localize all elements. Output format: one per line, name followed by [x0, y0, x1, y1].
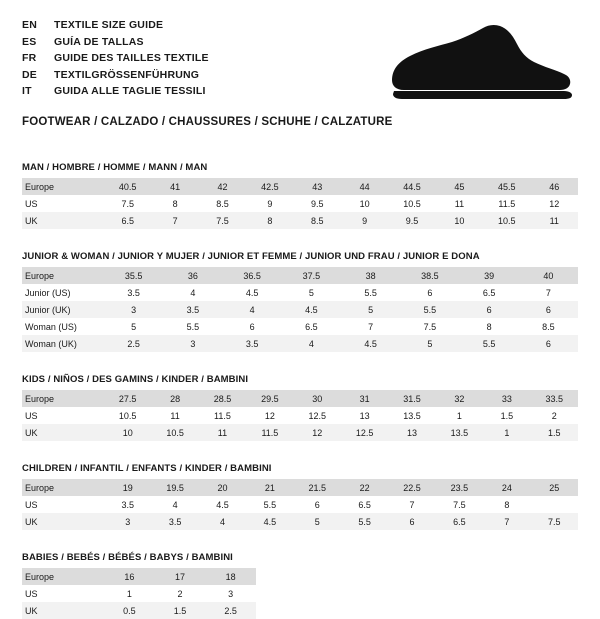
size-cell: 6: [519, 301, 578, 318]
row-label: Woman (US): [22, 318, 104, 335]
section-title: KIDS / NIÑOS / DES GAMINS / KINDER / BAMBINI: [22, 374, 249, 385]
size-cell: 44: [341, 178, 388, 195]
language-label: TEXTILGRÖSSENFÜHRUNG: [54, 68, 200, 81]
size-cell: 6: [388, 513, 435, 530]
size-cell: 12: [531, 195, 578, 212]
size-cell: 12.5: [294, 407, 341, 424]
size-cell: 8.5: [519, 318, 578, 335]
size-cell: 18: [205, 568, 256, 585]
size-cell: 9: [246, 195, 293, 212]
page-header: [22, 18, 578, 102]
table-row: [22, 479, 578, 496]
size-cell: 6: [400, 284, 459, 301]
size-cell: 7.5: [400, 318, 459, 335]
table-row: [22, 318, 578, 335]
size-cell: 10: [104, 424, 151, 441]
language-label: GUIDE DES TAILLES TEXTILE: [54, 52, 209, 64]
size-cell: 36: [163, 267, 222, 284]
size-cell: 7: [388, 496, 435, 513]
size-table: [22, 479, 578, 530]
size-cell: 1.5: [531, 424, 578, 441]
size-section: [22, 552, 578, 619]
size-cell: 6: [519, 335, 578, 352]
size-cell: 3: [163, 335, 222, 352]
row-label: Europe: [22, 267, 104, 284]
row-label: Junior (US): [22, 284, 104, 301]
table-row: [22, 424, 578, 441]
size-cell: 19.5: [151, 479, 198, 496]
size-cell: 4: [151, 496, 198, 513]
size-cell: 11: [531, 212, 578, 229]
size-cell: 6.5: [341, 496, 388, 513]
size-cell: 3.5: [163, 301, 222, 318]
size-cell: 4: [282, 335, 341, 352]
size-cell: 10.5: [104, 407, 151, 424]
size-cell: 8: [151, 195, 198, 212]
size-cell: 7.5: [436, 496, 483, 513]
size-cell: 2.5: [205, 602, 256, 619]
table-row: [22, 284, 578, 301]
size-cell: 36.5: [223, 267, 282, 284]
row-label: Europe: [22, 568, 104, 585]
size-cell: 13.5: [436, 424, 483, 441]
size-cell: 8: [460, 318, 519, 335]
size-cell: 4.5: [341, 335, 400, 352]
size-cell: 11: [151, 407, 198, 424]
size-cell: 6.5: [436, 513, 483, 530]
row-label: Junior (UK): [22, 301, 104, 318]
size-cell: 8.5: [199, 195, 246, 212]
size-cell: 3.5: [151, 513, 198, 530]
size-cell: 1: [483, 424, 530, 441]
size-cell: 3: [104, 301, 163, 318]
size-cell: 2: [155, 585, 206, 602]
size-cell: 16: [104, 568, 155, 585]
size-cell: 38.5: [400, 267, 459, 284]
size-section: [22, 463, 578, 530]
row-label: US: [22, 496, 104, 513]
size-cell: 9.5: [388, 212, 435, 229]
size-table: [22, 267, 578, 352]
size-cell: 8: [483, 496, 530, 513]
size-cell: 17: [155, 568, 206, 585]
dress-shoe-icon: [384, 22, 574, 102]
size-cell: 10: [436, 212, 483, 229]
size-cell: 11: [436, 195, 483, 212]
size-cell: 6.5: [460, 284, 519, 301]
size-cell: 13: [388, 424, 435, 441]
size-cell: 5: [294, 513, 341, 530]
size-cell: 8.5: [294, 212, 341, 229]
size-cell: 4.5: [282, 301, 341, 318]
size-cell: 1.5: [155, 602, 206, 619]
row-label: UK: [22, 424, 104, 441]
size-cell: 45: [436, 178, 483, 195]
size-cell: 6: [460, 301, 519, 318]
size-cell: 44.5: [388, 178, 435, 195]
size-cell: 19: [104, 479, 151, 496]
table-row: [22, 568, 256, 585]
size-cell: 28: [151, 390, 198, 407]
table-row: [22, 602, 256, 619]
size-cell: 4.5: [223, 284, 282, 301]
size-cell: 35.5: [104, 267, 163, 284]
size-table: [22, 568, 256, 619]
size-cell: 7.5: [531, 513, 578, 530]
table-row: [22, 335, 578, 352]
size-cell: 22.5: [388, 479, 435, 496]
language-code: FR: [22, 52, 37, 64]
size-cell: 7: [519, 284, 578, 301]
size-cell: 21: [246, 479, 293, 496]
size-cell: 3: [104, 513, 151, 530]
table-row: [22, 496, 578, 513]
size-cell: 4.5: [246, 513, 293, 530]
size-cell: 21.5: [294, 479, 341, 496]
row-label: Europe: [22, 479, 104, 496]
size-cell: 6: [294, 496, 341, 513]
size-cell: 7: [341, 318, 400, 335]
size-cell: 37.5: [282, 267, 341, 284]
language-code: IT: [22, 85, 32, 97]
size-cell: 43: [294, 178, 341, 195]
row-label: US: [22, 195, 104, 212]
size-cell: 5.5: [246, 496, 293, 513]
size-cell: 27.5: [104, 390, 151, 407]
size-cell: 5.5: [163, 318, 222, 335]
size-cell: 1: [436, 407, 483, 424]
table-row: [22, 513, 578, 530]
size-cell: 2: [531, 407, 578, 424]
size-cell: 3.5: [223, 335, 282, 352]
size-cell: [531, 496, 578, 513]
size-cell: 5.5: [460, 335, 519, 352]
language-list: [22, 18, 209, 100]
size-cell: 30: [294, 390, 341, 407]
size-cell: 5: [400, 335, 459, 352]
size-cell: 4: [199, 513, 246, 530]
section-title: JUNIOR & WOMAN / JUNIOR Y MUJER / JUNIOR ET FEMME / JUNIOR UND FRAU / JUNIOR E DONA: [22, 251, 480, 262]
size-cell: 39: [460, 267, 519, 284]
size-cell: 7: [151, 212, 198, 229]
table-row: [22, 212, 578, 229]
size-cell: 5: [341, 301, 400, 318]
size-cell: 42.5: [246, 178, 293, 195]
row-label: Europe: [22, 390, 104, 407]
section-title: CHILDREN / INFANTIL / ENFANTS / KINDER / BAMBINI: [22, 463, 272, 474]
size-cell: 46: [531, 178, 578, 195]
size-cell: 1.5: [483, 407, 530, 424]
size-cell: 29.5: [246, 390, 293, 407]
size-cell: 32: [436, 390, 483, 407]
table-row: [22, 267, 578, 284]
language-label: GUÍA DE TALLAS: [54, 35, 144, 48]
section-title: BABIES / BEBÉS / BÉBÉS / BABYS / BAMBINI: [22, 552, 233, 563]
page-title: FOOTWEAR / CALZADO / CHAUSSURES / SCHUHE / CALZATURE: [22, 116, 393, 128]
size-cell: 5: [104, 318, 163, 335]
size-section: [22, 374, 578, 441]
size-cell: 23.5: [436, 479, 483, 496]
table-row: [22, 390, 578, 407]
row-label: US: [22, 585, 104, 602]
size-cell: 10.5: [151, 424, 198, 441]
size-cell: 12: [294, 424, 341, 441]
size-cell: 12: [246, 407, 293, 424]
size-cell: 4: [223, 301, 282, 318]
language-code: ES: [22, 35, 37, 48]
size-cell: 3.5: [104, 496, 151, 513]
size-cell: 1: [104, 585, 155, 602]
size-cell: 0.5: [104, 602, 155, 619]
size-cell: 6: [223, 318, 282, 335]
size-cell: 24: [483, 479, 530, 496]
row-label: US: [22, 407, 104, 424]
size-cell: 12.5: [341, 424, 388, 441]
table-row: [22, 585, 256, 602]
size-cell: 7: [483, 513, 530, 530]
size-section: [22, 251, 578, 352]
size-cell: 4: [163, 284, 222, 301]
table-row: [22, 195, 578, 212]
size-cell: 5.5: [400, 301, 459, 318]
size-cell: 10: [341, 195, 388, 212]
size-cell: 7.5: [104, 195, 151, 212]
size-cell: 13.5: [388, 407, 435, 424]
row-label: UK: [22, 602, 104, 619]
section-title: MAN / HOMBRE / HOMME / MANN / MAN: [22, 162, 208, 173]
size-cell: 2.5: [104, 335, 163, 352]
size-cell: 33.5: [531, 390, 578, 407]
size-cell: 7.5: [199, 212, 246, 229]
size-table: [22, 390, 578, 441]
language-label: TEXTILE SIZE GUIDE: [54, 19, 164, 31]
size-cell: 25: [531, 479, 578, 496]
size-cell: 31: [341, 390, 388, 407]
size-tables: [22, 162, 578, 619]
size-section: [22, 162, 578, 229]
size-cell: 13: [341, 407, 388, 424]
size-cell: 11.5: [199, 407, 246, 424]
table-row: [22, 178, 578, 195]
size-cell: 41: [151, 178, 198, 195]
size-table: [22, 178, 578, 229]
size-cell: 5.5: [341, 513, 388, 530]
size-cell: 11.5: [246, 424, 293, 441]
row-label: Woman (UK): [22, 335, 104, 352]
table-row: [22, 301, 578, 318]
table-row: [22, 407, 578, 424]
size-cell: 42: [199, 178, 246, 195]
row-label: Europe: [22, 178, 104, 195]
size-cell: 10.5: [483, 212, 530, 229]
language-code: EN: [22, 19, 37, 31]
row-label: UK: [22, 513, 104, 530]
row-label: UK: [22, 212, 104, 229]
size-cell: 40: [519, 267, 578, 284]
size-cell: 33: [483, 390, 530, 407]
size-cell: 10.5: [388, 195, 435, 212]
size-cell: 40.5: [104, 178, 151, 195]
size-cell: 6.5: [282, 318, 341, 335]
size-cell: 28.5: [199, 390, 246, 407]
size-cell: 6.5: [104, 212, 151, 229]
size-cell: 22: [341, 479, 388, 496]
size-cell: 20: [199, 479, 246, 496]
size-cell: 38: [341, 267, 400, 284]
size-cell: 9: [341, 212, 388, 229]
size-cell: 8: [246, 212, 293, 229]
size-cell: 11.5: [483, 195, 530, 212]
language-code: DE: [22, 68, 37, 81]
size-cell: 5: [282, 284, 341, 301]
size-cell: 11: [199, 424, 246, 441]
size-cell: 4.5: [199, 496, 246, 513]
size-cell: 5.5: [341, 284, 400, 301]
size-cell: 3: [205, 585, 256, 602]
language-label: GUIDA ALLE TAGLIE TESSILI: [54, 85, 206, 97]
size-cell: 9.5: [294, 195, 341, 212]
size-cell: 45.5: [483, 178, 530, 195]
size-cell: 31.5: [388, 390, 435, 407]
size-cell: 3.5: [104, 284, 163, 301]
